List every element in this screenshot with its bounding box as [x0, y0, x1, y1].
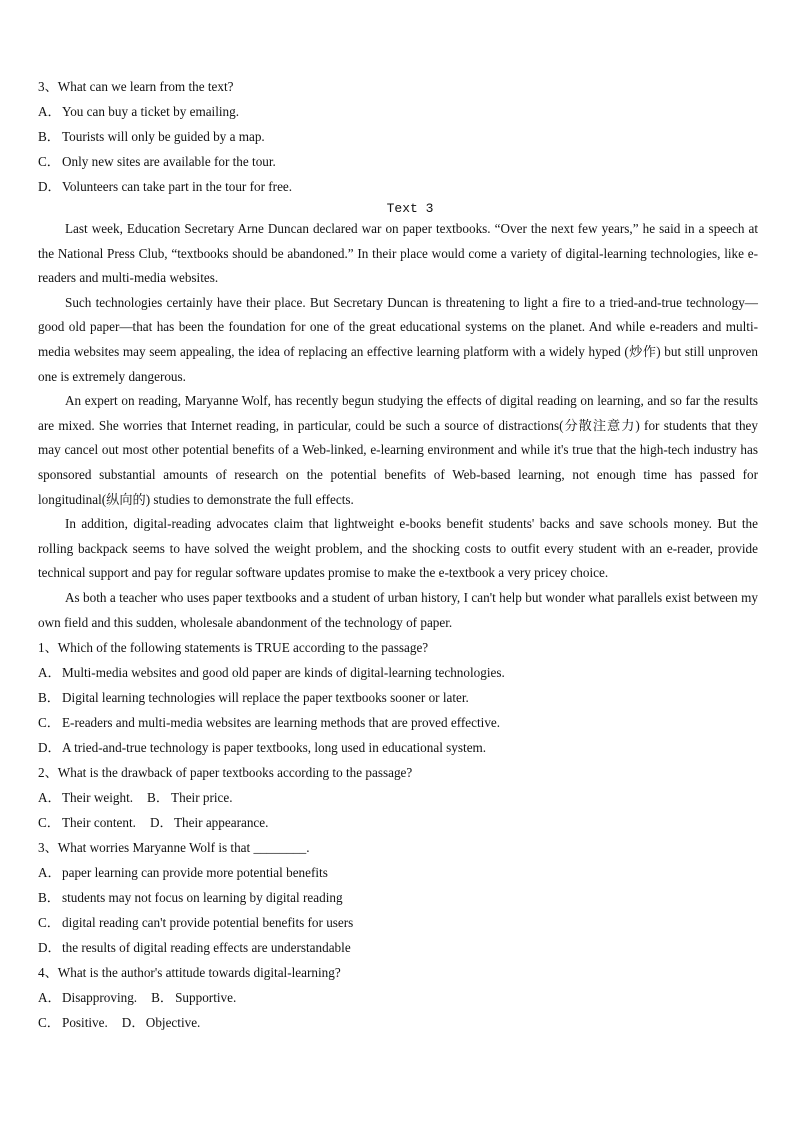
- option-label: A．: [38, 865, 61, 881]
- option-d[interactable]: [38, 735, 758, 760]
- option-label: B．: [38, 890, 60, 906]
- question-number: 3、: [38, 79, 58, 94]
- question-stem: [38, 760, 758, 785]
- option-text: Volunteers can take part in the tour for free.: [62, 179, 293, 194]
- option-c[interactable]: [38, 1015, 108, 1030]
- option-text: Supportive.: [175, 990, 237, 1006]
- option-text: Positive.: [62, 1015, 108, 1031]
- option-label: C．: [38, 915, 60, 931]
- passage-paragraph: Last week, Education Secretary Arne Duncan declared war on paper textbooks. “Over the next few years,” he said in a speech at the National Press Club, “textbooks should be abandoned.” In their place would come a variety of digital-learning technologies, like e-readers and multi-media websites.: [38, 221, 758, 286]
- option-b[interactable]: [38, 885, 758, 910]
- option-text: the results of digital reading effects are understandable: [62, 940, 351, 956]
- option-label: B．: [151, 990, 174, 1006]
- option-label: D．: [38, 740, 61, 756]
- option-label: A．: [38, 990, 61, 1006]
- option-text: Their weight.: [62, 790, 134, 806]
- question-text: What can we learn from the text?: [57, 79, 234, 94]
- option-text: Only new sites are available for the tour.: [62, 154, 276, 169]
- question-text: What is the author's attitude towards digital-learning?: [57, 965, 341, 981]
- option-a[interactable]: [38, 99, 758, 124]
- passage-paragraph: Such technologies certainly have their place. But Secretary Duncan is threatening to light a fire to a tried-and-true technology—good old paper—that has been the foundation for one of the great educational systems on the planet. And while e-readers and multi-media websites may seem appealing, the idea of replacing an effective learning platform with a widely hyped (炒作) but still unproven one is extremely dangerous.: [38, 294, 758, 384]
- option-label: D．: [121, 1015, 145, 1031]
- option-label: C．: [38, 154, 60, 169]
- option-c[interactable]: [38, 910, 758, 935]
- option-label: B．: [38, 129, 60, 144]
- option-text: Multi-media websites and good old paper are kinds of digital-learning technologies.: [62, 665, 505, 681]
- option-b[interactable]: [147, 790, 233, 805]
- option-a[interactable]: [38, 790, 133, 805]
- option-text: E-readers and multi-media websites are learning methods that are proved effective.: [62, 715, 501, 731]
- option-row: [38, 785, 758, 810]
- option-a[interactable]: [38, 860, 758, 885]
- question-2: [38, 760, 758, 835]
- question-text: What is the drawback of paper textbooks according to the passage?: [57, 765, 413, 781]
- question-number: 2、: [38, 765, 58, 781]
- option-d[interactable]: [38, 174, 758, 199]
- option-text: Their price.: [171, 790, 233, 806]
- option-c[interactable]: [38, 710, 758, 735]
- option-text: Tourists will only be guided by a map.: [62, 129, 265, 144]
- option-text: A tried-and-true technology is paper textbooks, long used in educational system.: [62, 740, 487, 756]
- option-a[interactable]: [38, 660, 758, 685]
- option-text: students may not focus on learning by digital reading: [62, 890, 343, 906]
- question-text: Which of the following statements is TRUE according to the passage?: [57, 640, 429, 656]
- option-label: A．: [38, 790, 61, 806]
- question-stem: [38, 74, 758, 99]
- option-label: A．: [38, 665, 61, 681]
- option-label: D．: [38, 179, 61, 194]
- question-text: What worries Maryanne Wolf is that ________.: [57, 840, 310, 856]
- option-d[interactable]: [38, 935, 758, 960]
- option-label: D．: [149, 815, 173, 831]
- option-label: B．: [147, 790, 170, 806]
- passage-paragraph: In addition, digital-reading advocates claim that lightweight e-books benefit students' backs and save schools money. But the rolling backpack seems to have solved the weight problem, and the shocking costs to outfit every student with an e-reader, provide technical support and pay for regular software updates promise to make the e-textbook a very pricey choice.: [38, 516, 758, 581]
- option-label: B．: [38, 690, 60, 706]
- option-label: C．: [38, 815, 60, 831]
- question-stem: [38, 960, 758, 985]
- question-1: [38, 635, 758, 760]
- question-prev-3: [38, 74, 758, 199]
- question-4: [38, 960, 758, 1035]
- question-number: 4、: [38, 965, 58, 981]
- option-c[interactable]: [38, 815, 136, 830]
- option-row: [38, 985, 758, 1010]
- option-d[interactable]: [150, 815, 268, 830]
- question-3: [38, 835, 758, 960]
- option-label: D．: [38, 940, 61, 956]
- option-text: Digital learning technologies will replace the paper textbooks sooner or later.: [62, 690, 469, 706]
- option-text: Their content.: [62, 815, 136, 831]
- option-a[interactable]: [38, 990, 137, 1005]
- question-number: 1、: [38, 640, 58, 656]
- question-stem: [38, 635, 758, 660]
- passage-title: Text 3: [386, 201, 434, 216]
- option-d[interactable]: [122, 1015, 201, 1030]
- option-text: Objective.: [145, 1015, 201, 1031]
- question-number: 3、: [38, 840, 58, 856]
- option-b[interactable]: [151, 990, 236, 1005]
- option-text: Disapproving.: [62, 990, 138, 1006]
- option-b[interactable]: [38, 124, 758, 149]
- option-text: Their appearance.: [173, 815, 269, 831]
- document-page: [38, 74, 758, 1035]
- option-label: C．: [38, 1015, 60, 1031]
- option-row: [38, 810, 758, 835]
- option-text: paper learning can provide more potential benefits: [62, 865, 328, 881]
- option-label: A．: [38, 104, 61, 119]
- passage-paragraph: An expert on reading, Maryanne Wolf, has recently begun studying the effects of digital reading on learning, and so far the results are mixed. She worries that Internet reading, in particular, could be such a source of distractions(分散注意力) for students that they may cancel out most other potential benefits of a Web-linked, e-learning environment and while it's true that the high-tech industry has sponsored substantial amounts of research on the potential benefits of Web-based learning, not enough time has passed for longitudinal(纵向的) studies to demonstrate the full effects.: [38, 393, 758, 507]
- passage-paragraph: As both a teacher who uses paper textbooks and a student of urban history, I can't help but wonder what parallels exist between my own field and this sudden, wholesale abandonment of the technology of paper.: [38, 589, 758, 630]
- option-c[interactable]: [38, 149, 758, 174]
- option-row: [38, 1010, 758, 1035]
- question-stem: [38, 835, 758, 860]
- option-text: You can buy a ticket by emailing.: [62, 104, 240, 119]
- option-label: C．: [38, 715, 60, 731]
- option-b[interactable]: [38, 685, 758, 710]
- option-text: digital reading can't provide potential benefits for users: [62, 915, 354, 931]
